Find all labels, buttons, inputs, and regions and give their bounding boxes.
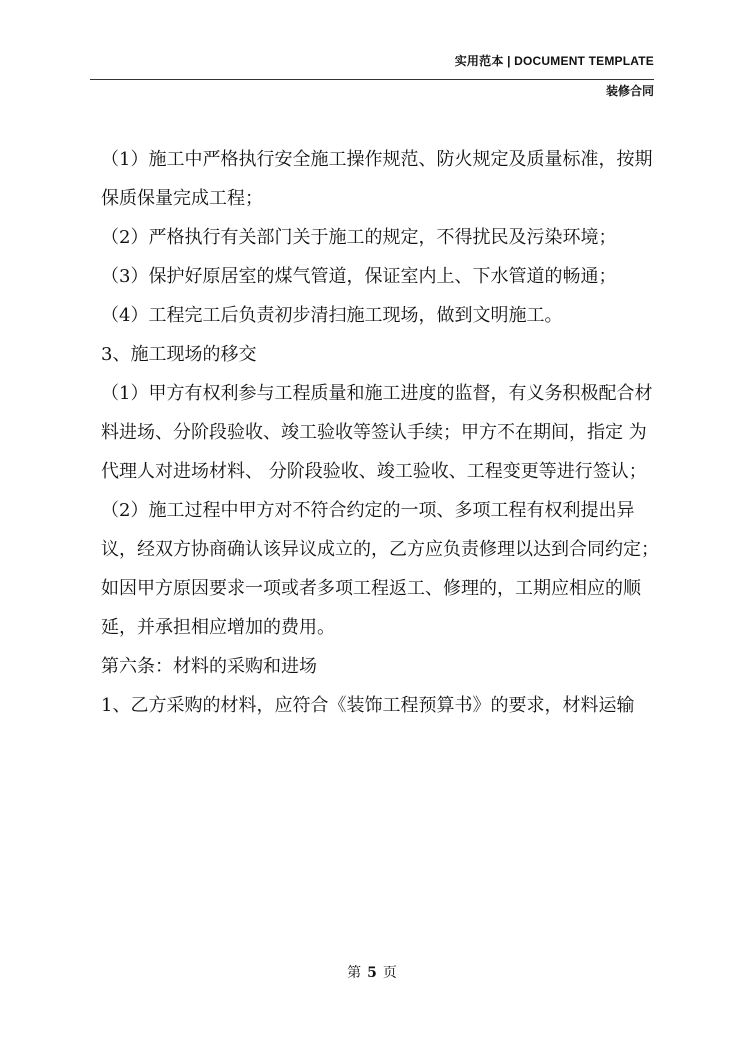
header-title: 实用范本 | DOCUMENT TEMPLATE	[454, 54, 654, 68]
page-number: 5	[367, 965, 377, 981]
page-header	[90, 52, 654, 100]
section-heading: 3、施工现场的移交	[101, 344, 257, 365]
page-number-suffix: 页	[382, 965, 397, 981]
paragraph: （3）保护好原居室的煤气管道，保证室内上、下水管道的畅通；	[101, 266, 617, 287]
article-heading: 第六条：材料的采购和进场	[101, 656, 317, 677]
paragraph: 1、乙方采购的材料，应符合《装饰工程预算书》的要求，材料运输	[101, 695, 635, 716]
paragraph: （1）施工中严格执行安全施工操作规范、防火规定及质量标准，按期保质保量完成工程；	[101, 149, 653, 209]
header-divider	[90, 79, 654, 80]
page-number-prefix: 第	[347, 965, 362, 981]
paragraph: （2）施工过程中甲方对不符合约定的一项、多项工程有权利提出异议，经双方协商确认该异议成立的，乙方应负责修理以达到合同约定；如因甲方原因要求一项或者多项工程返工、修理的，工期应相应的顺延，并承担相应增加的费用。	[101, 500, 659, 638]
header-subtitle: 装修合同	[605, 84, 654, 98]
paragraph: （2）严格执行有关部门关于施工的规定，不得扰民及污染环境；	[101, 227, 617, 248]
document-body	[101, 140, 661, 725]
paragraph: （1）甲方有权利参与工程质量和施工进度的监督，有义务积极配合材料进场、分阶段验收、竣工验收等签认手续；甲方不在期间，指定 为代理人对进场材料、 分阶段验收、竣工验收、工程变更等进行签认；	[101, 383, 653, 482]
page-footer	[0, 964, 744, 982]
paragraph: （4）工程完工后负责初步清扫施工现场，做到文明施工。	[101, 305, 563, 326]
